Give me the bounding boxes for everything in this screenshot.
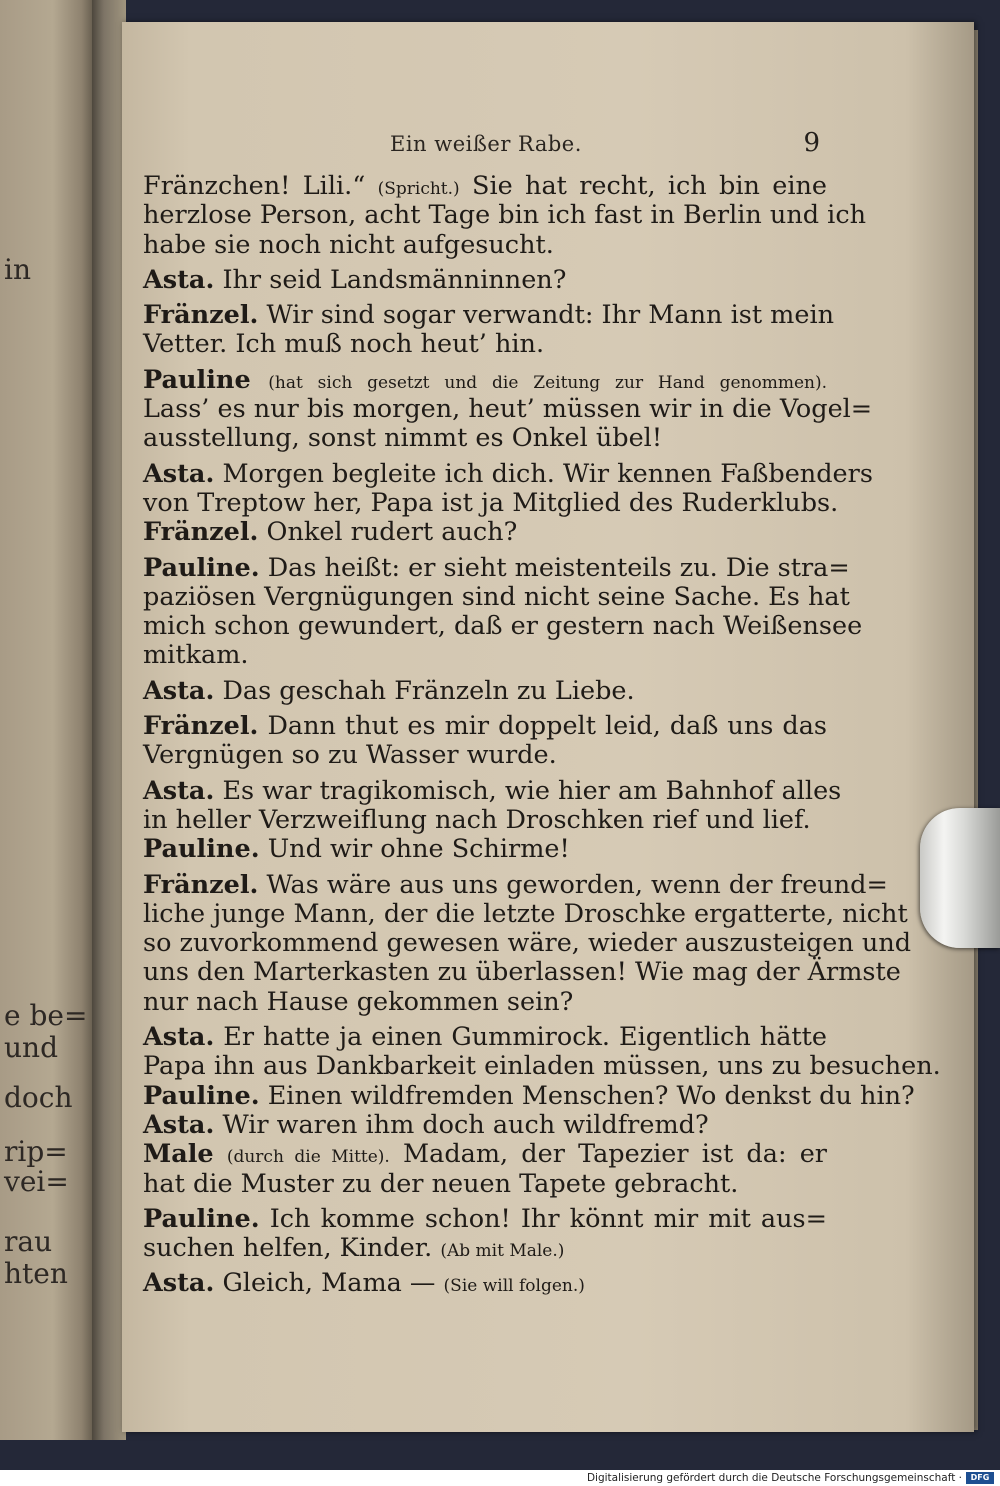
text-line [143,458,873,489]
dialogue-text: Sie hat recht, ich bin eine [472,171,828,201]
running-header [140,128,820,162]
speaker-name: Asta. [143,1022,215,1053]
text-line [143,1111,827,1140]
text-line [143,741,827,770]
dialogue-text: paziösen Vergnügungen sind nicht seine Sache. Es hat [143,581,850,612]
speaker-name: Male [143,1139,214,1170]
text-line [143,1051,941,1082]
dialogue-text: Vergnügen so zu Wasser wurde. [143,740,557,771]
text-line [143,552,850,583]
text-line [143,366,827,395]
dialogue-text: ausstellung, sonst nimmt es Onkel übel! [143,423,663,454]
page-number: 9 [803,128,820,158]
left-fragment: doch [4,1081,73,1114]
text-line [143,1269,827,1298]
text-line [143,424,827,453]
text-line [143,835,827,864]
dialogue-text: Er hatte ja einen Gummirock. Eigentlich hätte [223,1022,828,1053]
dialogue-text: Ihr seid Landsmänninnen? [222,264,567,295]
dialogue-text: Das geschah Fränzeln zu Liebe. [222,675,635,706]
dialogue-text: Gleich, Mama — [222,1268,436,1299]
text-line [143,775,842,806]
text-line [143,231,827,260]
dialogue-text: Vetter. Ich muß noch heut’ hin. [143,329,545,360]
dialogue-text: von Treptow her, Papa ist ja Mitglied des Ruderklubs. [143,487,839,518]
text-line [143,898,908,929]
text-line [143,611,863,642]
stage-direction: (hat sich gesetzt und die Zeitung zur Hand genommen). [268,372,827,393]
dialogue-text: Was wäre aus uns geworden, wenn der freund= [266,869,888,900]
dialogue-text: liche junge Mann, der die letzte Droschke ergatterte, nicht [143,898,908,929]
dialogue-text: Morgen begleite ich dich. Wir kennen Faßbenders [222,458,873,489]
dialogue-text: suchen helfen, Kinder. [143,1233,433,1264]
speaker-name: Asta. [143,458,215,489]
text-line [143,330,827,359]
text-line [143,581,850,612]
text-line [143,677,827,706]
dialogue-text: Und wir ohne Schirme! [267,834,570,865]
running-title: Ein weißer Rabe. [390,132,582,156]
text-line [143,641,827,670]
speaker-name: Asta. [143,1109,215,1140]
speaker-name: Fränzel. [143,517,259,548]
text-line [143,712,827,741]
speaker-name: Asta. [143,264,215,295]
dialogue-text: Das heißt: er sieht meistenteils zu. Die stra= [267,552,850,583]
dialogue-text: mitkam. [143,640,249,671]
left-fragment: vei= [4,1165,69,1198]
text-line [143,1170,827,1199]
left-page-edge [0,0,96,1440]
text-line [143,394,873,425]
speaker-name: Pauline. [143,1203,260,1234]
text-line [143,200,867,231]
dialogue-text: so zuvorkommend gewesen wäre, wieder auszusteigen und [143,928,912,959]
speaker-name: Pauline. [143,1080,260,1111]
dialogue-text: herzlose Person, acht Tage bin ich fast in Berlin und ich [143,200,867,231]
speaker-name: Asta. [143,775,215,806]
speaker-name: Pauline [143,364,251,395]
text-line [143,806,827,835]
speaker-name: Pauline. [143,834,260,865]
left-fragment: rip= [4,1135,68,1168]
left-fragment: und [4,1031,58,1064]
dialogue-text: nur nach Hause gekommen sein? [143,986,574,1017]
stage-direction: (durch die Mitte). [226,1147,390,1168]
text-line [143,487,839,518]
dialogue-text: Onkel rudert auch? [266,517,518,548]
page-clip [920,808,1000,948]
dialogue-text: Fränzchen! Lili.“ [143,171,366,201]
stage-direction: (Ab mit Male.) [440,1241,565,1262]
speaker-name: Asta. [143,675,215,706]
text-line [143,1023,827,1052]
dialogue-text: Einen wildfremden Menschen? Wo denkst du hin? [267,1080,915,1111]
dialogue-text: Es war tragikomisch, wie hier am Bahnhof alles [222,775,842,806]
dialogue-text: Dann thut es mir doppelt leid, daß uns das [267,711,827,742]
dfg-logo: DFG [966,1472,994,1484]
left-fragment: hten [4,1257,68,1290]
text-line [143,1140,827,1169]
dialogue-text: mich schon gewundert, daß er gestern nach Weißensee [143,611,863,642]
page-body [143,171,941,1299]
dialogue-text: hat die Muster zu der neuen Tapete gebracht. [143,1168,739,1199]
speaker-name: Pauline. [143,552,260,583]
dialogue-text: habe sie noch nicht aufgesucht. [143,229,554,260]
speaker-name: Fränzel. [143,869,259,900]
text-line [143,869,888,900]
text-line [143,957,901,988]
left-fragment: e be= [4,999,88,1032]
text-line [143,988,827,1017]
text-line [143,300,835,331]
funding-credit: Digitalisierung gefördert durch die Deutsche Forschungsgemeinschaft · [586,1472,962,1484]
dialogue-text: Wir waren ihm doch auch wildfremd? [222,1109,709,1140]
stage-direction: (Spricht.) [377,179,460,199]
speaker-name: Fränzel. [143,300,259,331]
dialogue-text: uns den Marterkasten zu überlassen! Wie mag der Ärmste [143,957,901,988]
book-gutter [92,0,126,1440]
left-fragment: rau [4,1225,53,1258]
speaker-name: Fränzel. [143,711,259,742]
text-line [143,172,827,201]
dialogue-text: Ich komme schon! Ihr könnt mir mit aus= [269,1203,828,1234]
text-line [143,1080,915,1111]
text-line [143,928,912,959]
dialogue-text: Lass’ es nur bis morgen, heut’ müssen wir in die Vogel= [143,394,873,425]
stage-direction: (Sie will folgen.) [443,1276,585,1297]
dialogue-text: Papa ihn aus Dankbarkeit einladen müssen, uns zu besuchen. [143,1051,941,1082]
text-line [143,266,827,295]
text-line [143,518,827,547]
dialogue-text: Madam, der Tapezier ist da: er [403,1139,827,1170]
speaker-name: Asta. [143,1268,215,1299]
dialogue-text: Wir sind sogar verwandt: Ihr Mann ist mein [266,300,835,331]
text-line [143,1234,827,1263]
left-fragment: in [4,253,31,286]
text-line [143,1205,827,1234]
dialogue-text: in heller Verzweiflung nach Droschken rief und lief. [143,804,811,835]
